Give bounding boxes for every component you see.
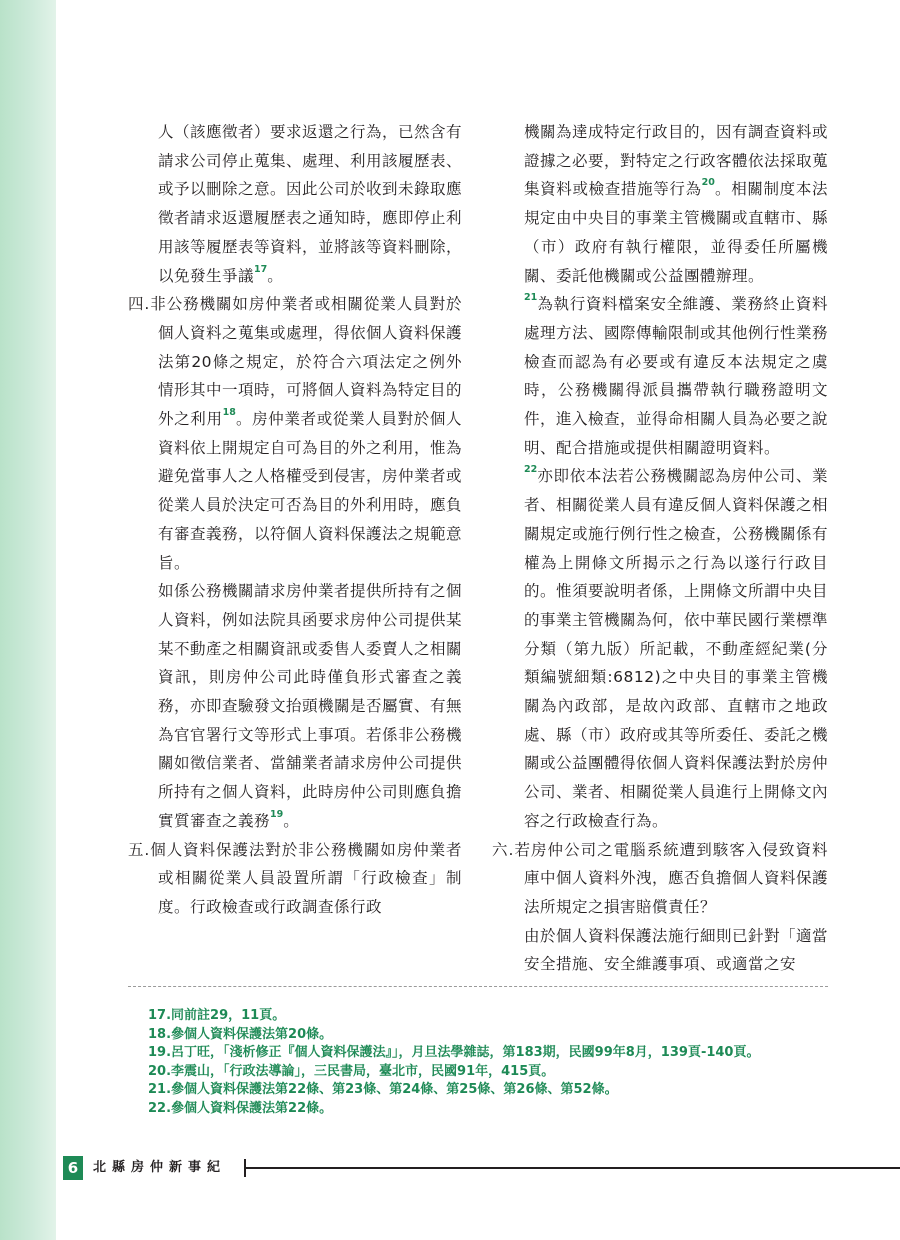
side-color-band [0, 0, 56, 1240]
footnote-ref-17[interactable]: 17 [254, 263, 268, 275]
footnote-ref-22[interactable]: 22 [524, 464, 538, 476]
footnote-divider [128, 986, 828, 987]
body-column-right [492, 118, 828, 979]
item-6-hacker-intrusion: 六.若房仲公司之電腦系統遭到駭客入侵致資料庫中個人資料外洩，應否負擔個人資料保護法所規定之損害賠償責任？ [492, 840, 829, 916]
body-column-left [128, 118, 462, 922]
footnote-21: 21.參個人資料保護法第22條、第23條、第24條、第25條、第26條、第52條。 [148, 1082, 618, 1097]
footnote-20: 20.李震山，「行政法導論」，三民書局，臺北市，民國91年，415頁。 [148, 1063, 555, 1079]
item-4-use-beyond-purpose: 四.非公務機關如房仲業者或相關從業人員對於個人資料之蒐集或處理，得依個人資料保護法第20條之規定，於符合六項法定之例外情形其中一項時，可將個人資料為特定目的外之利用$^{18}$。房仲業者或從業人員對於個人資料依上開規定自可為目的外之利用，惟為避免當事人之人格權受到侵害，房仲業者或從業人員於決定可否為目的外利用時，應負有審查義務，以符個人資料保護法之規範意旨。 [128, 295, 463, 572]
paragraph-resume-return: 人（該應徵者）要求返還之行為，已然含有請求公司停止蒐集、處理、利用該履歷表、或予以刪除之意。因此公司於收到未錄取應徵者請求返還履歷表之通知時，應即停止利用該等履歷表等資料，並將該等資料刪除，以免發生爭議$^{17}$。 [158, 123, 463, 285]
footnote-ref-19[interactable]: 19 [270, 808, 284, 820]
footnote-17: 17.同前註29，11頁。 [148, 1008, 286, 1023]
paragraph-inspection-definition: 機關為達成特定行政目的，因有調查資料或證據之必要，對特定之行政客體依法採取蒐集資料或檢查措施等行為$^{20}$。相關制度本法規定由中央目的事業主管機關或直轄市、縣（市）政府有執行權限，並得委任所屬機關、委託他機關或公益團體辦理。 [524, 123, 829, 285]
page-footer [63, 1156, 900, 1180]
publication-title: 北縣房仲新事紀 [93, 1160, 227, 1175]
paragraph-competent-authority: $^{22}$亦即依本法若公務機關認為房仲公司、業者、相關從業人員有違反個人資料保護之相關規定或施行例行性之檢查，公務機關係有權為上開條文所揭示之行為以遂行行政目的。惟須要說明者係，上開條文所謂中央目的事業主管機關為何，依中華民國行業標準分類（第九版）所記載，不動產經紀業(分類編號細類:6812)之中央目的事業主管機關為內政部，是故內政部、直轄市之地政處、縣（市）政府或其等所委任、委託之機關或公益團體得依個人資料保護法對於房仲公司、業者、相關從業人員進行上開條文內容之行政檢查行為。 [524, 464, 829, 830]
paragraph-security-measures: 由於個人資料保護法施行細則已針對「適當安全措施、安全維護事項、或適當之安 [524, 926, 829, 974]
footnote-ref-21[interactable]: 21 [524, 292, 538, 304]
paragraph-agency-requests: 如係公務機關請求房仲業者提供所持有之個人資料，例如法院具函要求房仲公司提供某某不動產之相關資訊或委售人委賣人之相關資訊，則房仲公司此時僅負形式審查之義務，亦即查驗發文抬頭機關是否屬實、有無為官官署行文等形式上事項。若係非公務機關如徵信業者、當舖業者請求房仲公司提供所持有之個人資料，此時房仲公司則應負擔實質審查之義務$^{19}$。 [158, 582, 463, 830]
footer-rule [246, 1167, 900, 1169]
page-number: 6 [63, 1156, 83, 1180]
footnotes [148, 1007, 900, 1118]
footnote-ref-20[interactable]: 20 [701, 177, 715, 189]
footnote-19: 19.呂丁旺，「淺析修正『個人資料保護法』」，月旦法學雜誌，第183期，民國99年8月，139頁-140頁。 [148, 1045, 760, 1060]
footnote-22: 22.參個人資料保護法第22條。 [148, 1100, 333, 1116]
paragraph-article-22: $^{21}$為執行資料檔案安全維護、業務終止資料處理方法、國際傳輸限制或其他例行性業務檢查而認為有必要或有違反本法規定之虞時，公務機關得派員攜帶執行職務證明文件，進入檢查，並得命相關人員為必要之說明、配合措施或提供相關證明資料。 [524, 292, 829, 457]
item-5-administrative-inspection: 五.個人資料保護法對於非公務機關如房仲業者或相關從業人員設置所謂「行政檢查」制度。行政檢查或行政調查係行政 [128, 840, 462, 916]
footnote-18: 18.參個人資料保護法第20條。 [148, 1026, 333, 1042]
footnote-ref-18[interactable]: 18 [222, 407, 236, 419]
